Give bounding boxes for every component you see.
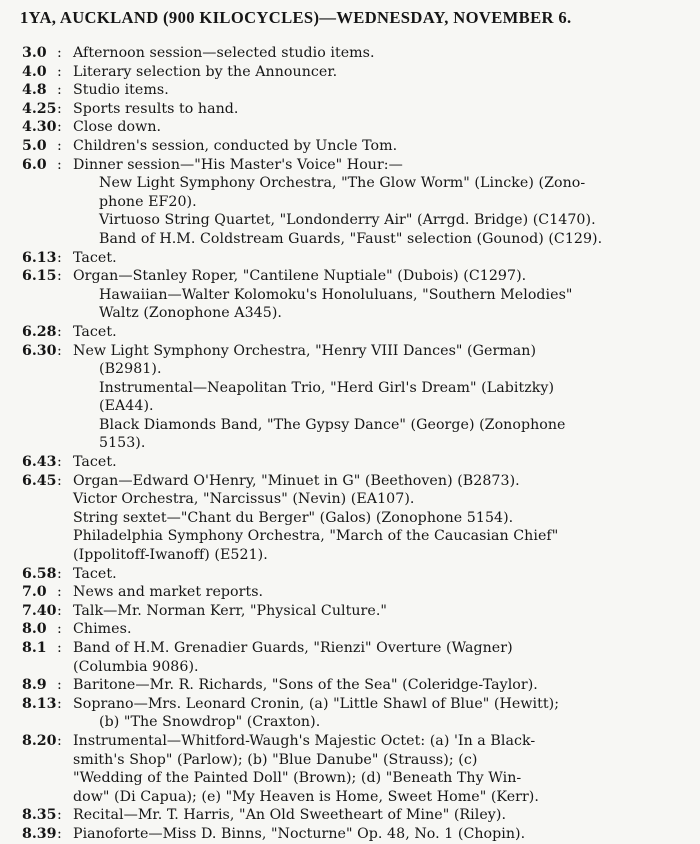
entry-line: Virtuoso String Quartet, "Londonderry Air" (Arrgd. Bridge) (C1470). [99, 212, 596, 229]
page-heading: 1YA, AUCKLAND (900 KILOCYCLES)—WEDNESDAY, NOVEMBER 6. [20, 8, 572, 27]
entry-time: 6.43 [22, 454, 57, 471]
entry-line: Tacet. [73, 249, 117, 266]
entry-line: Black Diamonds Band, "The Gypsy Dance" (George) (Zonophone [99, 416, 566, 433]
time-separator: : [57, 825, 62, 842]
entry-line: Tacet. [73, 454, 117, 471]
time-separator: : [57, 565, 62, 582]
time-separator: : [57, 82, 62, 99]
entry-line: phone EF20). [99, 193, 197, 210]
time-separator: : [57, 621, 62, 638]
entry-line: New Light Symphony Orchestra, "Henry VIII Dances" (German) [73, 342, 537, 359]
entry-line: Literary selection by the Announcer. [73, 63, 338, 80]
entry-time: 6.58 [22, 565, 57, 582]
entry-line: Children's session, conducted by Uncle Tom. [73, 137, 398, 154]
entry-time: 8.35 [22, 807, 57, 824]
entry-line: dow" (Di Capua); (e) "My Heaven is Home, Sweet Home" (Kerr). [73, 788, 539, 805]
time-separator: : [57, 807, 62, 824]
programme-entry [0, 453, 700, 472]
entry-line: Talk—Mr. Norman Kerr, "Physical Culture." [73, 602, 387, 619]
entry-time: 8.9 [22, 677, 47, 694]
programme-entry [0, 44, 700, 63]
entry-line: Close down. [73, 119, 162, 136]
entry-line: Chimes. [73, 621, 132, 638]
entry-line: Victor Orchestra, "Narcissus" (Nevin) (EA107). [73, 491, 415, 508]
programme-entry [0, 249, 700, 268]
entry-line: Tacet. [73, 323, 117, 340]
programme-entry [0, 732, 700, 806]
entry-line: Recital—Mr. T. Harris, "An Old Sweetheart of Mine" (Riley). [73, 807, 506, 824]
time-separator: : [57, 677, 62, 694]
entry-time: 7.40 [22, 602, 57, 619]
programme-entry [0, 267, 700, 323]
entry-time: 6.30 [22, 342, 57, 359]
entry-time: 8.1 [22, 640, 47, 656]
entry-line: New Light Symphony Orchestra, "The Glow Worm" (Lincke) (Zono- [99, 175, 586, 192]
programme-entry [0, 806, 700, 825]
programme-entry [0, 100, 700, 119]
entry-time: 4.30 [22, 119, 57, 136]
entry-line: "Wedding of the Painted Doll" (Brown); (d) "Beneath Thy Win- [73, 770, 522, 787]
time-separator: : [57, 119, 62, 136]
entry-line: (Ippolitoff-Iwanoff) (E521). [73, 547, 268, 564]
time-separator: : [57, 342, 62, 359]
programme-entry [0, 342, 700, 454]
entry-time: 4.25 [22, 100, 57, 117]
time-separator: : [57, 640, 62, 656]
programme-list [0, 44, 700, 844]
entry-line: Pianoforte—Miss D. Binns, "Nocturne" Op. 48, No. 1 (Chopin). [73, 825, 526, 842]
entry-line: smith's Shop" (Parlow); (b) "Blue Danube" (Strauss); (c) [73, 751, 478, 768]
entry-time: 5.0 [22, 137, 47, 154]
entry-time: 6.45 [22, 472, 57, 489]
entry-time: 6.13 [22, 249, 57, 266]
time-separator: : [57, 454, 62, 471]
entry-line: News and market reports. [73, 584, 264, 601]
time-separator: : [57, 63, 62, 80]
entry-line: (B2981). [99, 361, 162, 378]
entry-line: Baritone—Mr. R. Richards, "Sons of the Sea" (Coleridge-Taylor). [73, 677, 538, 694]
programme-entry [0, 676, 700, 695]
entry-time: 4.0 [22, 63, 47, 80]
entry-time: 6.15 [22, 268, 57, 285]
entry-line: Studio items. [73, 82, 169, 99]
entry-line: (b) "The Snowdrop" (Craxton). [99, 714, 321, 731]
entry-time: 6.28 [22, 323, 57, 340]
programme-entry [0, 639, 700, 676]
programme-entry [0, 565, 700, 584]
entry-line: Organ—Stanley Roper, "Cantilene Nuptiale" (Dubois) (C1297). [73, 268, 527, 285]
entry-line: 5153). [99, 435, 146, 452]
time-separator: : [57, 602, 62, 619]
entry-line: Instrumental—Whitford-Waugh's Majestic Octet: (a) 'In a Black- [73, 732, 536, 749]
entry-line: Band of H.M. Grenadier Guards, "Rienzi" Overture (Wagner) [73, 640, 513, 656]
programme-entry [0, 602, 700, 621]
programme-entry [0, 825, 700, 844]
programme-entry [0, 583, 700, 602]
time-separator: : [57, 268, 62, 285]
entry-line: Tacet. [73, 565, 117, 582]
entry-time: 3.0 [22, 45, 47, 61]
programme-entry [0, 695, 700, 732]
programme-entry [0, 472, 700, 565]
time-separator: : [57, 732, 62, 749]
entry-time: 8.39 [22, 825, 57, 842]
entry-line: Hawaiian—Walter Kolomoku's Honoluluans, "Southern Melodies" [99, 286, 573, 303]
entry-line: Soprano—Mrs. Leonard Cronin, (a) "Little Shawl of Blue" (Hewitt); [73, 695, 560, 712]
time-separator: : [57, 249, 62, 266]
programme-entry [0, 323, 700, 342]
time-separator: : [57, 472, 62, 489]
entry-line: Instrumental—Neapolitan Trio, "Herd Girl's Dream" (Labitzky) [99, 379, 555, 396]
entry-line: Band of H.M. Coldstream Guards, "Faust" selection (Gounod) (C129). [99, 230, 603, 247]
entry-line: String sextet—"Chant du Berger" (Galos) (Zonophone 5154). [73, 509, 514, 526]
entry-time: 7.0 [22, 584, 47, 601]
time-separator: : [57, 137, 62, 154]
entry-time: 4.8 [22, 82, 47, 99]
entry-time: 8.0 [22, 621, 47, 638]
programme-entry [0, 63, 700, 82]
entry-line: (EA44). [99, 398, 154, 415]
time-separator: : [57, 584, 62, 601]
time-separator: : [57, 45, 62, 61]
entry-line: Organ—Edward O'Henry, "Minuet in G" (Beethoven) (B2873). [73, 472, 520, 489]
entry-line: Dinner session—"His Master's Voice" Hour:— [73, 156, 403, 173]
programme-entry [0, 156, 700, 249]
entry-line: Afternoon session—selected studio items. [73, 45, 375, 61]
programme-entry [0, 118, 700, 137]
entry-line: Philadelphia Symphony Orchestra, "March of the Caucasian Chief" [73, 528, 559, 545]
entry-line: Waltz (Zonophone A345). [99, 305, 282, 322]
programme-entry [0, 137, 700, 156]
entry-time: 6.0 [22, 156, 47, 173]
time-separator: : [57, 695, 62, 712]
time-separator: : [57, 100, 62, 117]
programme-entry [0, 81, 700, 100]
entry-time: 8.20 [22, 732, 57, 749]
entry-time: 8.13 [22, 695, 57, 712]
entry-line: Sports results to hand. [73, 100, 239, 117]
programme-entry [0, 620, 700, 639]
time-separator: : [57, 323, 62, 340]
entry-line: (Columbia 9086). [73, 658, 199, 675]
time-separator: : [57, 156, 62, 173]
